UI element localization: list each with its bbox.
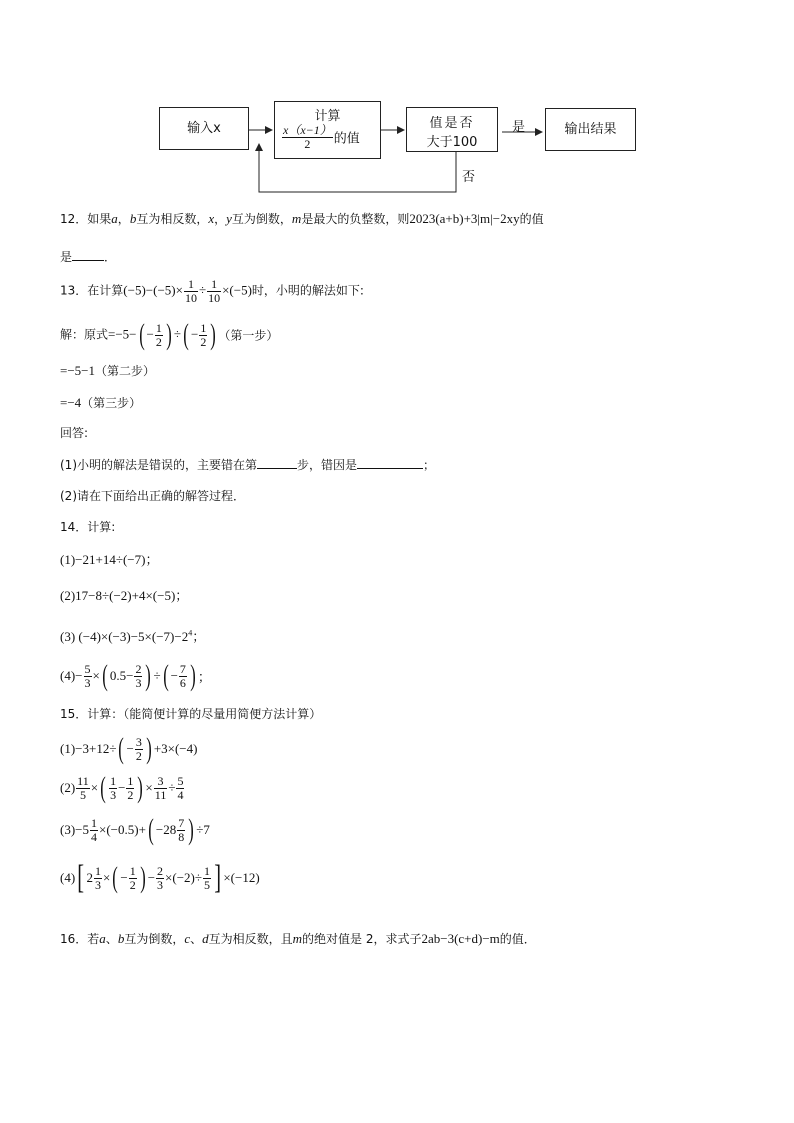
question-15-title: 15．计算：（能简便计算的尽量用简便方法计算）	[60, 707, 322, 721]
answer-blank[interactable]	[357, 456, 423, 469]
question-14-part2: (2)17−8÷(−2)+4×(−5)；	[60, 588, 189, 603]
question-14-part3: (3) $(-4)\times(-3)-5\times(-7)-2^4$；	[60, 628, 206, 644]
question-13-line1: 13．在计算(−5)−(−5)× $\frac{1}{10}$ ÷ $\frac{1}{10}$ ×(−5)时，小明的解法如下:	[60, 277, 364, 305]
question-16: 16．若a、b互为倒数，c、d互为相反数，且m的绝对值是 2，求式子2ab−3(c+d)−m的值．	[60, 931, 536, 946]
flow-check-line2: 大于100	[426, 135, 478, 150]
flow-check-line1: 值是否	[429, 116, 475, 131]
question-13-solution-line2: =−5−1（第二步）	[60, 363, 156, 378]
question-15-part3: (3)−5 $\frac{1}{4}$ ×(−0.5)+( −28 $\frac{7}{8}$ ) ÷7	[60, 813, 210, 846]
question-12-line1: 12．如果a，b互为相反数，x，y互为倒数，m是最大的负整数，则2023(a+b)+3|m|−2xy的值	[60, 211, 544, 226]
flow-calc-suffix: 的值	[333, 131, 360, 147]
flow-input-label: 输入x	[187, 121, 221, 136]
question-14-part1: (1)−21+14÷(−7)；	[60, 552, 159, 567]
question-13-solution-line3: =−4（第三步）	[60, 395, 142, 410]
flow-arrows	[0, 0, 794, 200]
flow-output-label: 输出结果	[564, 122, 617, 137]
question-14-title: 14．计算:	[60, 520, 116, 534]
arrow-loop-back	[259, 149, 456, 192]
flow-calc-label: 计算	[314, 109, 341, 124]
question-14-part4: (4)− $\frac{5}{3}$ ×( 0.5− $\frac{2}{3}$ ) ÷( − $\frac{7}{6}$ ) ；	[60, 659, 211, 692]
answer-blank[interactable]	[72, 248, 104, 261]
question-13-solution-line1: 解：原式=−5−( − $\frac{1}{2}$ ) ÷( − $\frac{1}{2}$ ) （第一步）	[60, 318, 279, 351]
question-13-part2: (2)请在下面给出正确的解答过程．	[60, 489, 245, 503]
question-13-answer-label: 回答:	[60, 426, 89, 440]
question-15-part2: (2) $\frac{11}{5}$ ×( $\frac{1}{3}$ − $\frac{1}{2}$ ) × $\frac{3}{11}$ ÷ $\frac{5}{4}$	[60, 771, 184, 804]
question-12-line2: 是 ．	[60, 250, 117, 264]
q12-expression: 2023(a+b)+3|m|−2xy	[409, 211, 520, 226]
flow-no-label: 否	[462, 170, 476, 185]
flow-calc-fraction: $\frac{x(x-1)}{2}$	[283, 123, 332, 151]
question-13-part1: (1)小明的解法是错误的，主要错在第 步，错因是 ；	[60, 458, 436, 472]
q16-expression: 2ab−3(c+d)−m	[421, 931, 500, 946]
flow-yes-label: 是	[512, 120, 526, 135]
answer-blank[interactable]	[257, 456, 297, 469]
question-15-part4: (4)[ 2 $\frac{1}{3}$ ×( − $\frac{1}{2}$ ) − $\frac{2}{3}$ ×(−2)÷ $\frac{1}{5}$ ] ×(−12)	[60, 859, 260, 896]
question-15-part1: (1)−3+12÷( − $\frac{3}{2}$ ) +3×(−4)	[60, 732, 198, 765]
